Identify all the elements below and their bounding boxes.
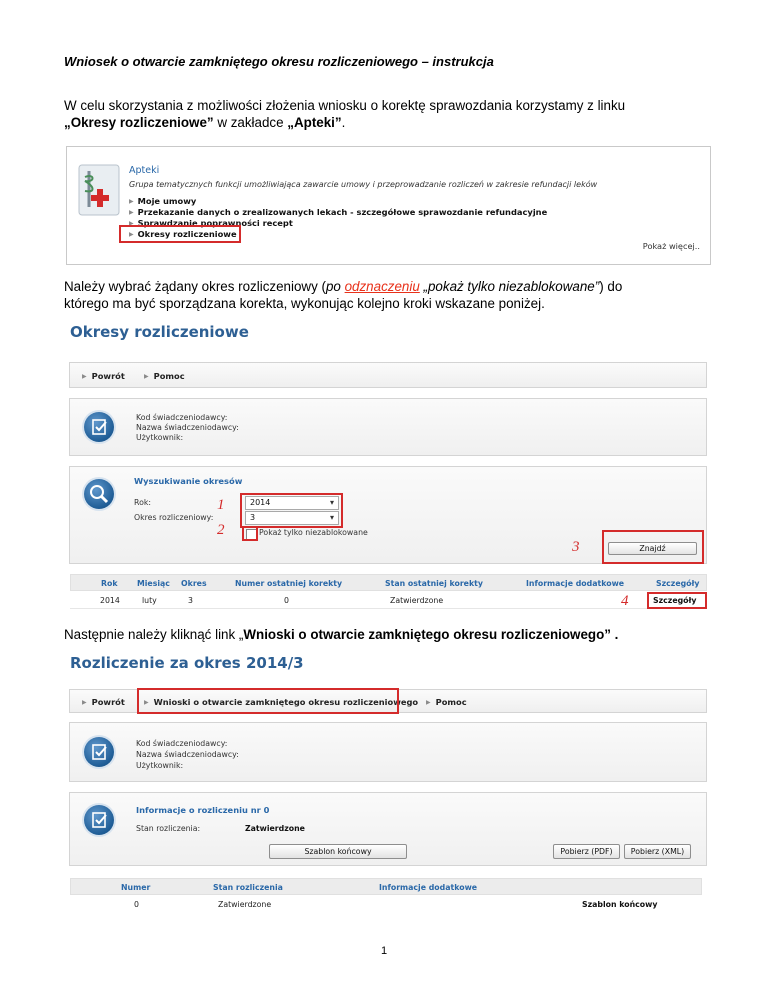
search-panel xyxy=(69,466,707,564)
settlement-info-panel xyxy=(69,792,707,866)
para2-odznaczeniu: odznaczeniu xyxy=(344,279,420,294)
para1-end: . xyxy=(341,115,346,130)
nav-powrot-2[interactable]: ▶ Powrót xyxy=(82,697,125,707)
para1-link-name: „Okresy rozliczeniowe” xyxy=(64,115,214,130)
link-sprawdzanie-recept[interactable]: ▶ Sprawdzanie poprawności recept xyxy=(129,218,293,228)
rozliczenie-table-header xyxy=(70,878,702,895)
szablon-koncowy-link[interactable]: Szablon końcowy xyxy=(582,900,658,909)
link-moje-umowy[interactable]: ▶ Moje umowy xyxy=(129,196,196,206)
step-1-marker: 1 xyxy=(217,497,225,513)
apteki-description: Grupa tematycznych funkcji umożliwiająca zawarcie umowy i przeprowadzanie rozliczeń w zakresie refundacji leków xyxy=(129,180,598,189)
cell-numer-korekty: 0 xyxy=(284,596,289,605)
highlight-find-button xyxy=(602,530,704,564)
cell-okres: 3 xyxy=(188,596,193,605)
para3-a: Następnie należy kliknąć link „ xyxy=(64,627,244,642)
col-informacje: Informacje dodatkowe xyxy=(526,579,625,588)
highlight-checkbox xyxy=(242,526,258,541)
document-title: Wniosek o otwarcie zamkniętego okresu rozliczeniowego – instrukcja xyxy=(64,54,494,69)
para2-b: po xyxy=(325,279,345,294)
pharmacy-icon xyxy=(77,163,123,217)
magnifier-icon xyxy=(84,479,114,509)
col-numer: Numer xyxy=(121,883,151,892)
highlight-wnioski-link xyxy=(137,688,399,714)
nav-pomoc-2[interactable]: ▶ Pomoc xyxy=(426,697,467,707)
col-numer-korekty: Numer ostatniej korekty xyxy=(235,579,343,588)
show-more-link[interactable]: Pokaż więcej.. xyxy=(642,241,700,251)
instruction-paragraph-1 xyxy=(64,97,714,131)
document-check-icon xyxy=(84,737,114,767)
link-przekazanie-danych[interactable]: ▶ Przekazanie danych o zrealizowanych lekach - szczegółowe sprawozdanie refundacyjne xyxy=(129,207,547,217)
table-row xyxy=(70,895,702,912)
col-szczegoly: Szczegóły xyxy=(656,579,700,588)
checkbox-label: Pokaż tylko niezablokowane xyxy=(259,528,368,537)
details-link[interactable]: Szczegóły xyxy=(653,596,697,605)
highlight-selects xyxy=(240,493,343,528)
okresy-header: Okresy rozliczeniowe xyxy=(70,323,249,341)
apteki-panel xyxy=(66,146,711,265)
rok-select[interactable]: 2014 ▾ xyxy=(245,496,339,510)
highlight-okresy-link xyxy=(119,225,241,243)
instruction-paragraph-3 xyxy=(64,626,714,643)
para1-mid: w zakładce xyxy=(213,115,288,130)
step-3-marker: 3 xyxy=(572,539,580,555)
col-stan-korekty: Stan ostatniej korekty xyxy=(385,579,483,588)
link-okresy-rozliczeniowe[interactable]: ▶ Okresy rozliczeniowe xyxy=(129,229,237,239)
okres-label: Okres rozliczeniowy: xyxy=(134,513,214,522)
para3-b: Wnioski o otwarcie zamkniętego okresu rozliczeniowego” . xyxy=(243,627,619,642)
col-okres: Okres xyxy=(181,579,207,588)
cell-rok: 2014 xyxy=(100,596,120,605)
col-informacje-2: Informacje dodatkowe xyxy=(379,883,478,892)
nav-wnioski[interactable]: ▶ Wnioski o otwarcie zamkniętego okresu rozliczeniowego xyxy=(144,697,418,707)
para1-line1: W celu skorzystania z możliwości złożenia wniosku o korektę sprawozdania korzystamy z linku xyxy=(64,98,626,113)
cell-miesiac: luty xyxy=(142,596,157,605)
label-nazwa-2: Nazwa świadczeniodawcy: xyxy=(136,750,239,759)
find-button[interactable]: Znajdź xyxy=(608,542,697,555)
okres-select[interactable]: 3 ▾ xyxy=(245,511,339,525)
label-kod-2: Kod świadczeniodawcy: xyxy=(136,739,228,748)
label-kod: Kod świadczeniodawcy: xyxy=(136,413,228,422)
cell-stan-rozliczenia: Zatwierdzone xyxy=(218,900,272,909)
para2-a: Należy wybrać żądany okres rozliczeniowy ( xyxy=(64,279,326,294)
col-stan-rozliczenia: Stan rozliczenia xyxy=(213,883,283,892)
para2-d: „pokaż tylko niezablokowane” xyxy=(419,279,600,294)
stan-label: Stan rozliczenia: xyxy=(136,824,201,833)
document-check-icon xyxy=(84,412,114,442)
nav-pomoc[interactable]: ▶ Pomoc xyxy=(144,371,185,381)
download-xml-button[interactable]: Pobierz (XML) xyxy=(624,844,691,859)
label-uzytkownik: Użytkownik: xyxy=(136,433,184,442)
para2-e: ) do xyxy=(599,279,623,294)
okresy-table-header xyxy=(70,574,707,591)
highlight-details-link xyxy=(647,592,707,609)
stan-value: Zatwierdzone xyxy=(245,824,305,833)
para1-tab-name: „Apteki” xyxy=(287,115,342,130)
col-miesiac: Miesiąc xyxy=(137,579,170,588)
download-pdf-button[interactable]: Pobierz (PDF) xyxy=(553,844,620,859)
cell-stan: Zatwierdzone xyxy=(390,596,444,605)
rozliczenie-header: Rozliczenie za okres 2014/3 xyxy=(70,654,304,672)
instruction-paragraph-2 xyxy=(64,278,714,312)
search-title: Wyszukiwanie okresów xyxy=(134,476,243,486)
col-rok: Rok xyxy=(101,579,118,588)
step-2-marker: 2 xyxy=(217,522,225,538)
rok-label: Rok: xyxy=(134,498,151,507)
page-number: 1 xyxy=(380,945,388,957)
cell-numer: 0 xyxy=(134,900,139,909)
settlement-title: Informacje o rozliczeniu nr 0 xyxy=(136,805,270,815)
okresy-info-panel xyxy=(69,398,707,456)
rozliczenie-info-panel xyxy=(69,722,707,782)
szablon-koncowy-button[interactable]: Szablon końcowy xyxy=(269,844,407,859)
step-4-marker: 4 xyxy=(621,593,629,609)
okresy-navbar xyxy=(69,362,707,388)
nav-powrot[interactable]: ▶ Powrót xyxy=(82,371,125,381)
label-nazwa: Nazwa świadczeniodawcy: xyxy=(136,423,239,432)
label-uzytkownik-2: Użytkownik: xyxy=(136,761,184,770)
para2-line2: którego ma być sporządzana korekta, wykonując kolejno kroki wskazane poniżej. xyxy=(64,296,545,311)
document-check-icon xyxy=(84,805,114,835)
table-row xyxy=(70,591,707,609)
apteki-title: Apteki xyxy=(129,165,160,176)
